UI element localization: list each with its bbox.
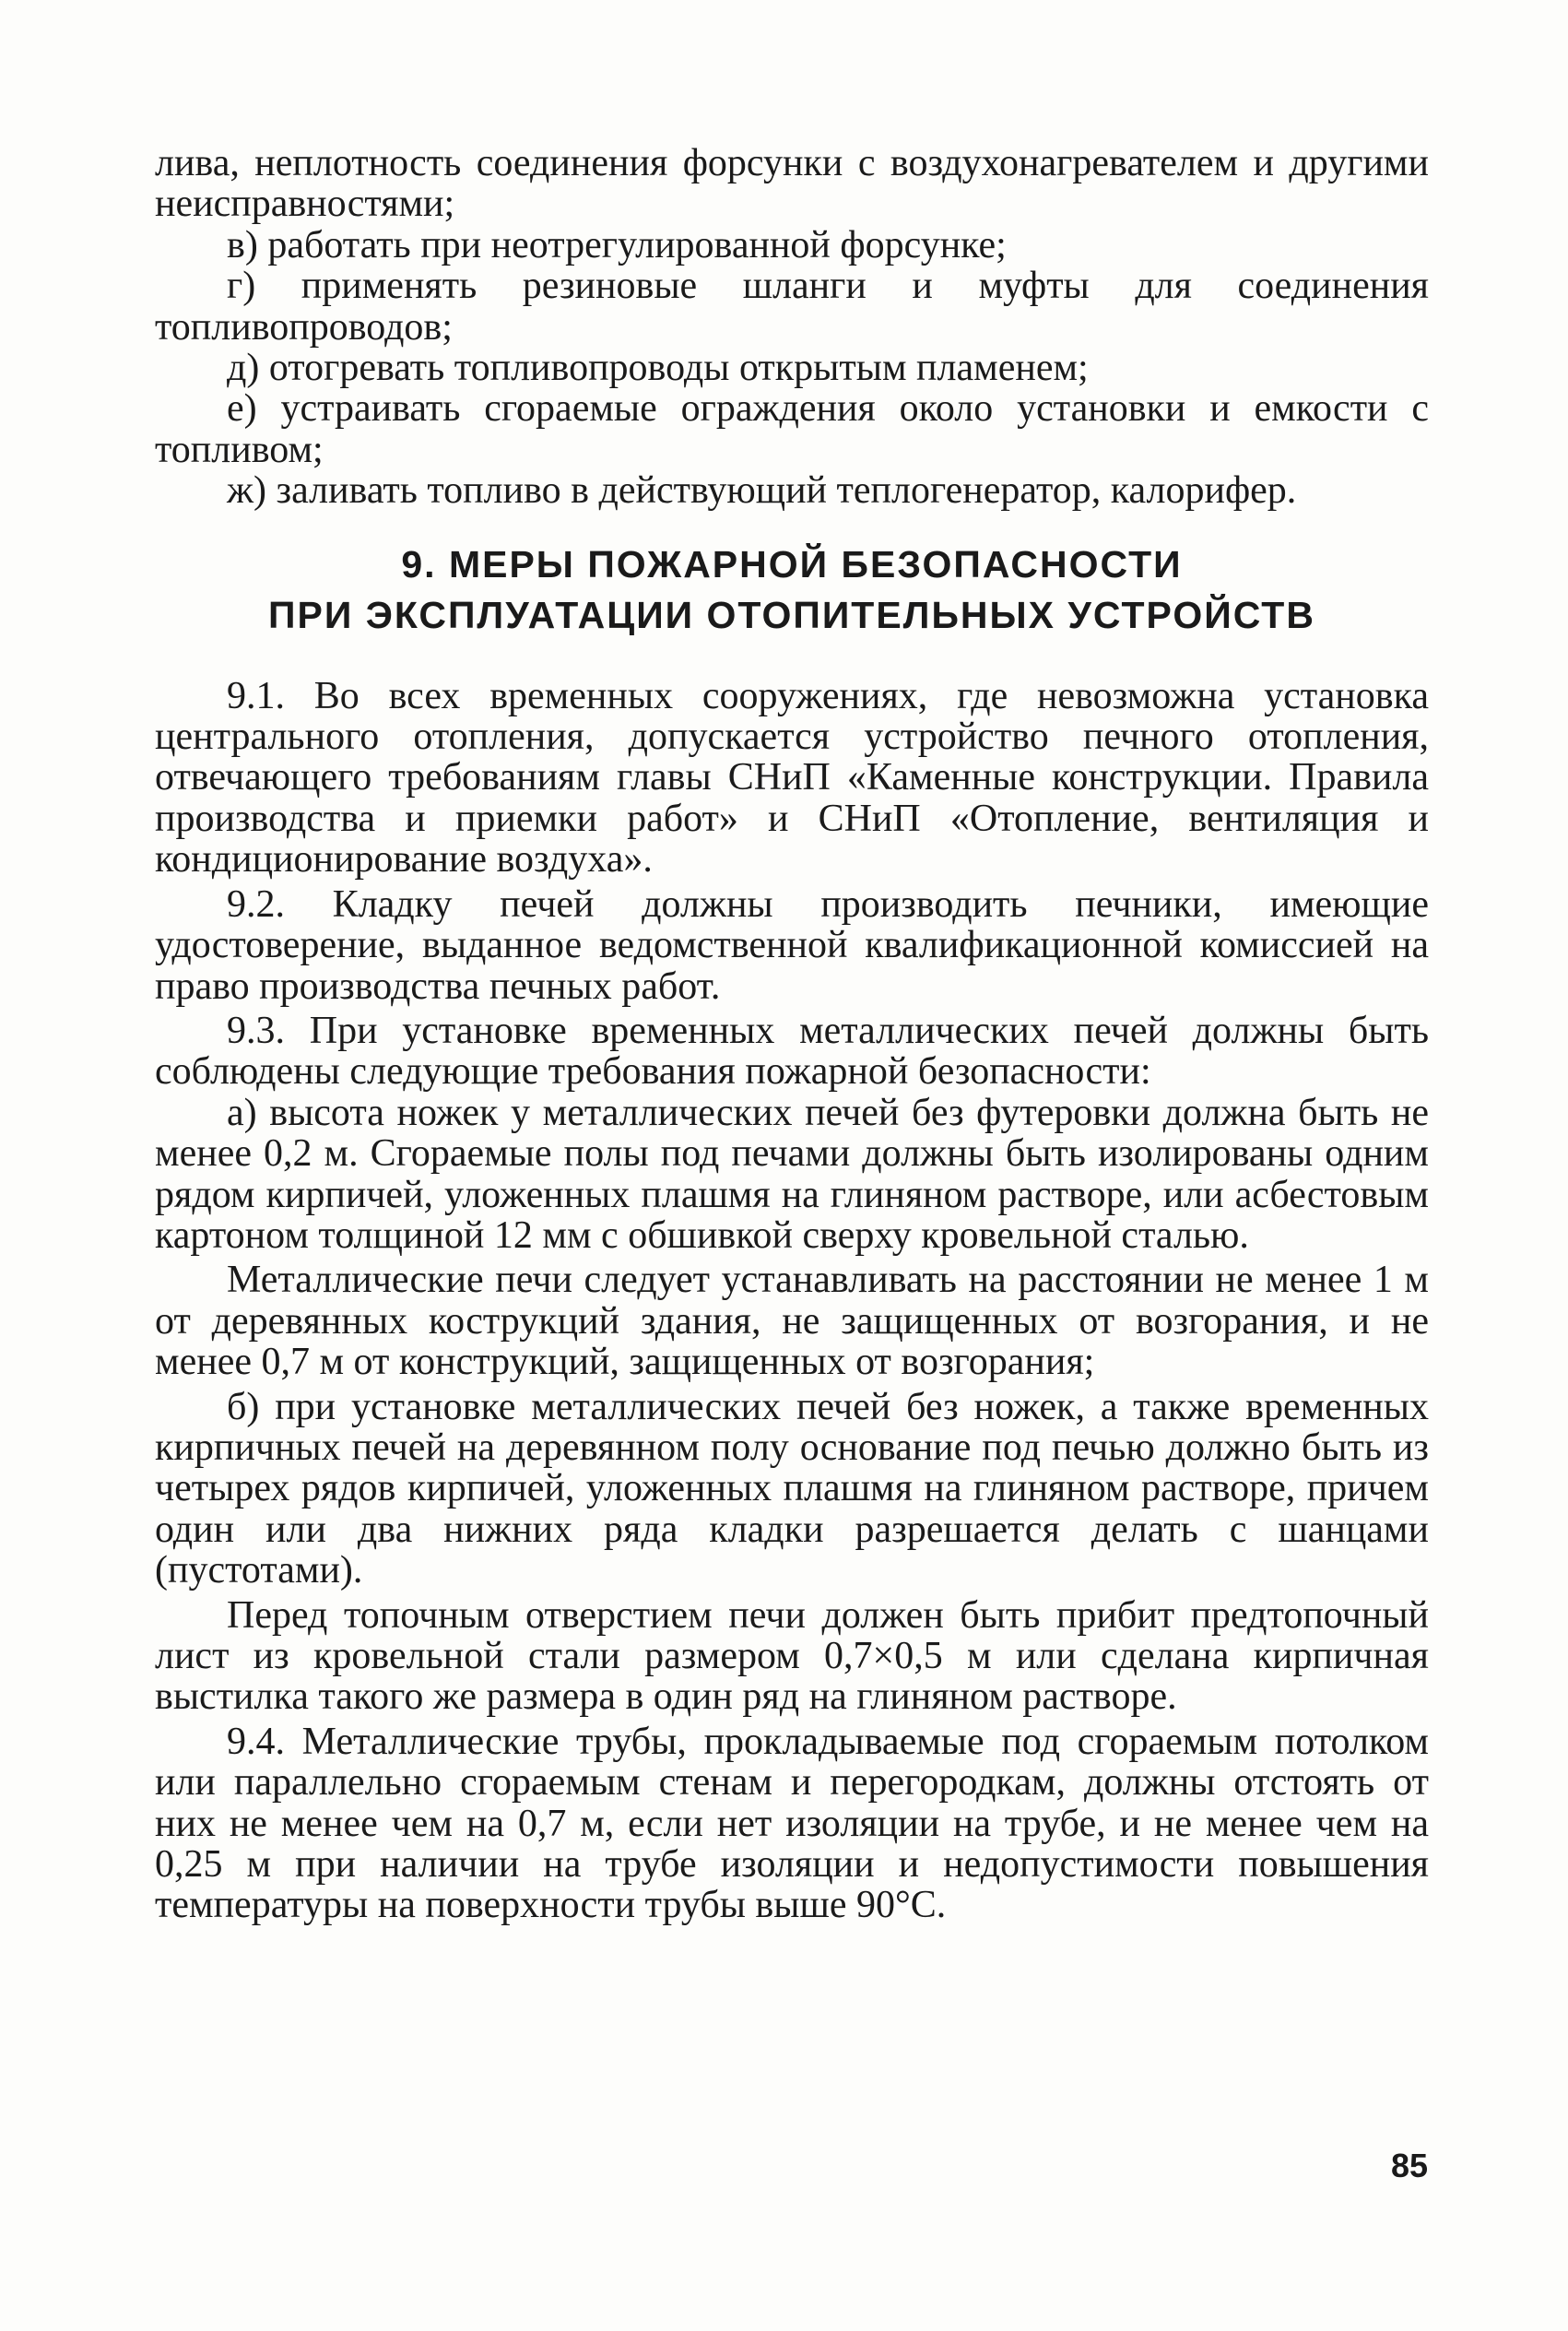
section-heading-line-1: 9. МЕРЫ ПОЖАРНОЙ БЕЗОПАСНОСТИ [401,542,1183,586]
paragraph: 9.2. Кладку печей должны производить печники, имеющие удостоверение, выданное ведомственной квалификационной комиссией на право производства печных работ. [155,882,1429,1008]
section-heading-line-2: ПРИ ЭКСПЛУАТАЦИИ ОТОПИТЕЛЬНЫХ УСТРОЙСТВ [268,593,1315,636]
list-item: б) при установке металлических печей без ножек, а также временных кирпичных печей на деревянном полу основание под печью должно быть из четырех рядов кирпичей, уложенных плашмя на глиняном растворе, причем один или два нижних ряда кладки разрешается делать с шанцами (пустотами). [155,1385,1429,1592]
paragraph: 9.1. Во всех временных сооружениях, где невозможна установка центрального отопления, допускается устройство печного отопления, отвечающего требованиям главы СНиП «Каменные конструкции. Правила производства и приемки работ» и СНиП «Отопление, вентиляция и кондиционирование воздуха». [155,674,1429,882]
paragraph: 9.4. Металлические трубы, прокладываемые под сгораемым потолком или параллельно сгораемым стенам и перегородкам, должны отстоять от них не менее чем на 0,7 м, если нет изоляции на трубе, и не менее чем на 0,25 м при наличии на трубе изоляции и недопустимости повышения температуры на поверхности трубы выше 90°C. [155,1720,1429,1927]
section-heading [155,539,1429,641]
paragraph: лива, неплотность соединения форсунки с воздухонагревателем и другими неисправностями; [155,142,1429,226]
page-text [155,143,1429,1926]
list-item: г) применять резиновые шланги и муфты для соединения топливопроводов; [155,265,1429,349]
list-item: д) отогревать топливопроводы открытым пламенем; [227,347,1089,390]
list-item: е) устраивать сгораемые ограждения около установки и емкости с топливом; [155,387,1429,471]
page-number: 85 [1390,2147,1428,2184]
list-item: ж) заливать топливо в действующий теплогенератор, калорифер. [227,469,1297,513]
paragraph: 9.3. При установке временных металлических печей должны быть соблюдены следующие требования пожарной безопасности: [155,1009,1429,1094]
list-item: а) высота ножек у металлических печей без футеровки должна быть не менее 0,2 м. Сгораемые полы под печами должны быть изолированы одним рядом кирпичей, уложенных плашмя на глиняном растворе, или асбестовым картоном толщиной 12 мм с обшивкой сверху кровельной сталью. [155,1091,1429,1257]
paragraph: Перед топочным отверстием печи должен быть прибит предтопочный лист из кровельной стали размером 0,7×0,5 м или сделана кирпичная выстилка такого же размера в один ряд на глиняном растворе. [155,1593,1429,1719]
paragraph: Металлические печи следует устанавливать на расстоянии не менее 1 м от деревянных кострукций здания, не защищенных от возгорания, и не менее 0,7 м от конструкций, защищенных от возгорания; [155,1259,1429,1384]
list-item: в) работать при неотрегулированной форсунке; [227,223,1007,266]
